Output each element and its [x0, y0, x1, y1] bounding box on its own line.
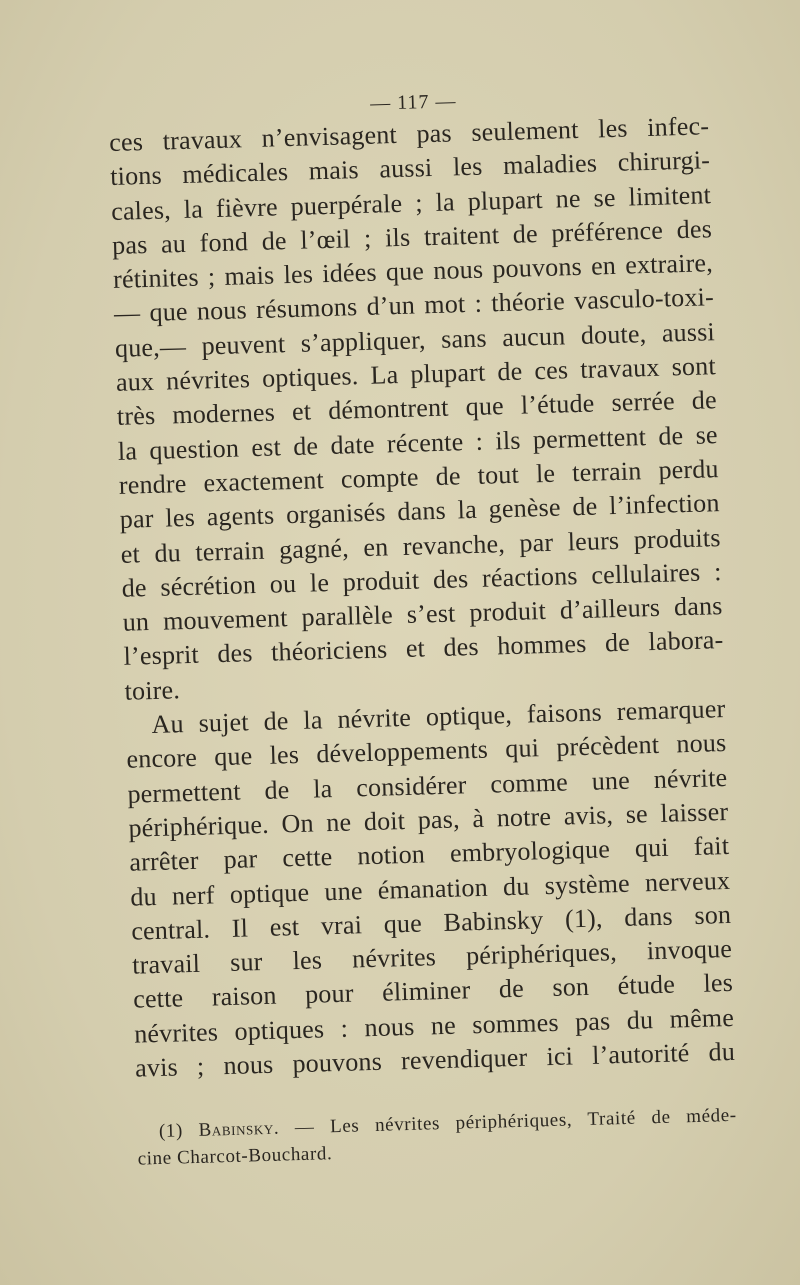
footnote-author: Babinsky: [198, 1118, 275, 1142]
body-line: encore que les développements qui précèdent nous: [126, 728, 727, 775]
body-line: du nerf optique une émanation du système nerveux: [129, 865, 731, 912]
body-line: périphérique. On ne doit pas, à notre avis, se laisser: [128, 796, 729, 843]
body-line: cales, la fièvre puerpérale ; la plupart ne se limitent: [110, 179, 712, 226]
body-line: permettent de la considérer comme une névrite: [127, 762, 728, 809]
body-line: arrêter par cette notion embryologique qui fait: [129, 831, 730, 877]
footnote-line: cine Charcot-Bouchard.: [137, 1143, 333, 1170]
footnote-marker: (1): [158, 1120, 184, 1143]
body-line: — que nous résumons d’un mot : théorie vasculo-toxi-: [113, 282, 715, 329]
body-line: pas au fond de l’œil ; ils traitent de préférence des: [111, 214, 713, 260]
page-text: [108, 79, 738, 1173]
body-line: névrites optiques : nous ne sommes pas du même: [133, 1002, 735, 1049]
body-line: travail sur les névrites périphériques, invoque: [131, 934, 733, 980]
body-line: et du terrain gagné, en revanche, par leurs produits: [120, 522, 721, 569]
body-line: la question est de date récente : ils permettent de se: [117, 419, 719, 466]
body-line: rétinites ; mais les idées que nous pouvons en extraire,: [112, 248, 714, 295]
body-line: avis ; nous pouvons revendiquer ici l’autorité du: [134, 1036, 736, 1083]
body-line: toire.: [124, 674, 181, 706]
body-line: rendre exactement compte de tout le terrain perdu: [118, 454, 720, 500]
body-line: l’esprit des théoriciens et des hommes de labora-: [123, 625, 724, 672]
page-number: — 117 —: [369, 90, 457, 115]
body-line: un mouvement parallèle s’est produit d’ailleurs dans: [122, 591, 723, 637]
body-line: très modernes et démontrent que l’étude serrée de: [116, 385, 718, 432]
body-line: par les agents organisés dans la genèse de l’infection: [119, 488, 721, 535]
body-line: cette raison pour éliminer de son étude les: [132, 968, 734, 1015]
body-line: tions médicales mais aussi les maladies chirurgi-: [109, 145, 711, 192]
body-line: aux névrites optiques. La plupart de ces travaux sont: [115, 351, 717, 397]
body-line: de sécrétion ou le produit des réactions cellulaires :: [121, 556, 722, 603]
footnote-text: . — Les névrites périphériques, Traité de méde-: [273, 1105, 738, 1140]
body-line: central. Il est vrai que Babinsky (1), dans son: [130, 899, 732, 946]
paragraph-start-line: Au sujet de la névrite optique, faisons remarquer: [151, 694, 726, 740]
body-line: ces travaux n’envisagent pas seulement les infec-: [108, 111, 710, 157]
body-line: que,— peuvent s’appliquer, sans aucun doute, aussi: [114, 316, 716, 363]
